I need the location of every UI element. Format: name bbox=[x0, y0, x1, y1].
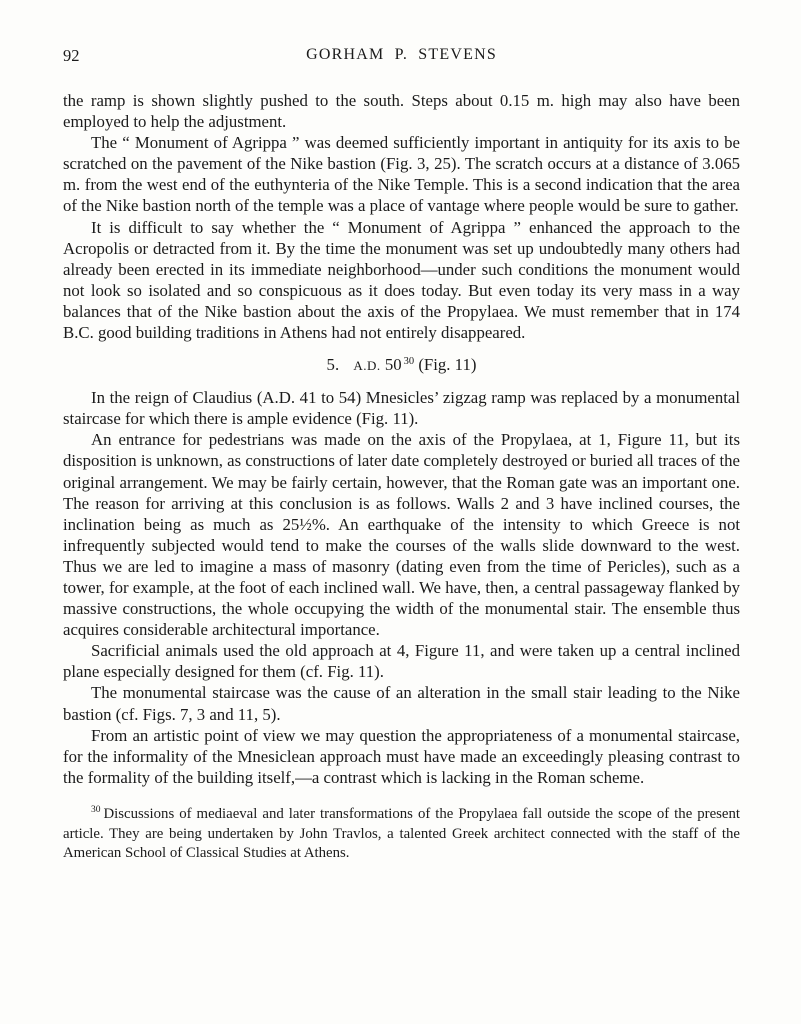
footnote-reference: 30 bbox=[403, 355, 415, 367]
section-heading bbox=[63, 354, 740, 376]
section-figure-reference: (Fig. 11) bbox=[418, 355, 477, 375]
paragraph: The “ Monument of Agrippa ” was deemed sufficiently important in antiquity for its axis to be scratched on the pavement of the Nike bastion (Fig. 3, 25). The scratch occurs at a distance of 3.065 m. from the west end of the euthynteria of the Nike Temple. This is a second indication that the area of the Nike bastion north of the temple was a place of vantage where people would be sure to gather. bbox=[63, 133, 740, 216]
footnote-marker: 30 bbox=[91, 804, 101, 815]
article-body bbox=[63, 90, 740, 788]
paragraph: From an artistic point of view we may question the appropriateness of a monumental staircase, for the informality of the Mnesiclean approach must have made an exceedingly pleasing contrast to the formality of the building itself,—a contrast which is lacking in the Roman scheme. bbox=[63, 725, 740, 787]
running-title: GORHAM P. STEVENS bbox=[306, 46, 497, 63]
paragraph: An entrance for pedestrians was made on the axis of the Propylaea, at 1, Figure 11, but its disposition is unknown, as constructions of later date completely destroyed or buried all traces of the original arrangement. We may be fairly certain, however, that the Roman gate was an important one. The reason for arriving at this conclusion is as follows. Walls 2 and 3 have inclined courses, the inclination being as much as 25½%. An earthquake of the intensity to which Greece is not infrequently subjected would tend to make the courses of the walls slide downward to the west. Thus we are led to imagine a mass of masonry (dating even from the time of Pericles), such as a tower, for example, at the foot of each inclined wall. We have, then, a central passageway flanked by massive constructions, the whole occupying the width of the monumental stair. The ensemble thus acquires considerable architectural importance. bbox=[63, 430, 740, 640]
paragraph: The monumental staircase was the cause of an alteration in the small stair leading to the Nike bastion (cf. Figs. 7, 3 and 11, 5). bbox=[63, 683, 740, 724]
section-year: 50 bbox=[384, 355, 402, 375]
section-number: 5. bbox=[326, 355, 340, 375]
paragraph-continuation: the ramp is shown slightly pushed to the south. Steps about 0.15 m. high may also have been employed to help the adjustment. bbox=[63, 91, 740, 132]
page-header bbox=[63, 46, 740, 66]
paragraph: In the reign of Claudius (A.D. 41 to 54) Mnesicles’ zigzag ramp was replaced by a monumental staircase for which there is ample evidence (Fig. 11). bbox=[63, 388, 740, 429]
footnote-section bbox=[63, 805, 740, 864]
footnote-text bbox=[63, 805, 740, 864]
section-era: A.D. bbox=[353, 358, 381, 374]
paragraph: It is difficult to say whether the “ Monument of Agrippa ” enhanced the approach to the Acropolis or detracted from it. By the time the monument was set up undoubtedly many others had already been erected in its immediate neighborhood—under such conditions the monument would not look so isolated and so conspicuous as it does today. But even today its very mass in a way balances that of the Nike bastion about the axis of the Propylaea. We must remember that in 174 B.C. good building traditions in Athens had not entirely disappeared. bbox=[63, 217, 740, 343]
paragraph: Sacrificial animals used the old approach at 4, Figure 11, and were taken up a central inclined plane especially designed for them (cf. Fig. 11). bbox=[63, 641, 740, 682]
footnote-body: Discussions of mediaeval and later transformations of the Propylaea fall outside the scope of the present article. They are being undertaken by John Travlos, a talented Greek architect connected with the staff of the American School of Classical Studies at Athens. bbox=[63, 805, 740, 862]
page-number: 92 bbox=[63, 46, 80, 65]
